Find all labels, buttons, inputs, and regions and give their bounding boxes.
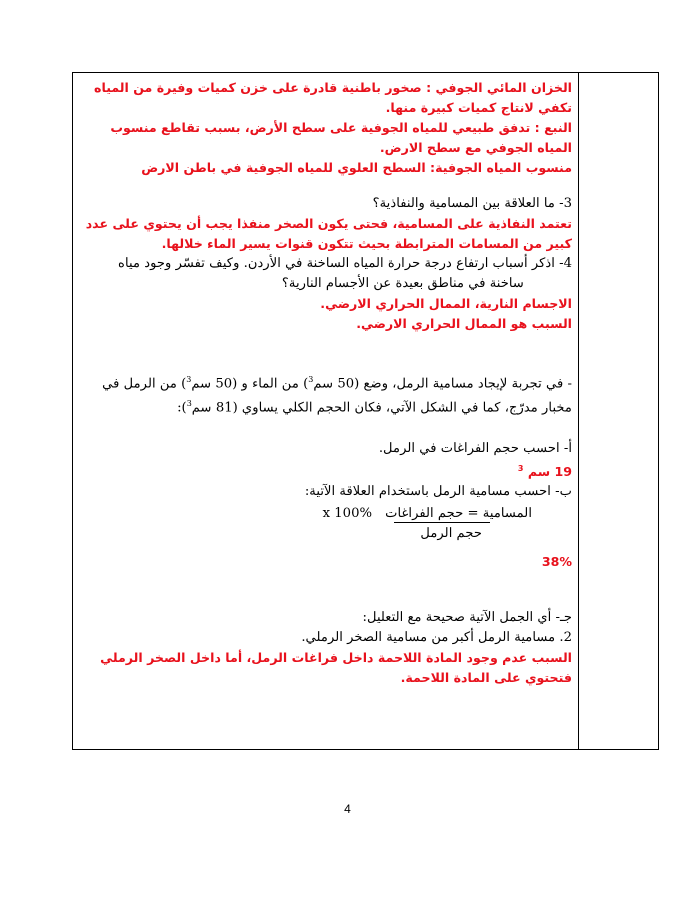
experiment-description: - في تجربة لإيجاد مسامية الرمل، وضع (50 سم$^3$) من الماء و (50 سم$^3$) من الرمل في مخبار مدرّج، كما في الشكل الآتي، فكان الحجم الكلي يساوي (81 سم$^3$): <box>102 375 572 416</box>
answer-b: 38% <box>541 553 572 569</box>
porosity-formula <box>78 504 572 546</box>
answer-4-line-1: الاجسام النارية، الممال الحراري الارضي. <box>320 296 572 311</box>
spring-definition: النبع : تدفق طبيعي للمياه الجوفية على سطح الأرض، بسبب تقاطع منسوب المياه الجوفي مع سطح الارض. <box>110 120 572 155</box>
question-4-line-2: ساخنة في مناطق بعيدة عن الأجسام النارية؟ <box>281 276 524 291</box>
aquifer-definition: الخزان المائي الجوفي : صخور باطنية قادرة على خزن كميات وفيرة من المياه تكفي لانتاج كميات كبيرة منها. <box>94 80 572 115</box>
question-a: أ- احسب حجم الفراغات في الرمل. <box>378 440 572 456</box>
answer-cell <box>78 78 572 688</box>
answer-3: تعتمد النفاذية على المسامية، فحتى يكون الصخر منفذا يجب أن يحتوي على عدد كبير من المسامات المترابطة بحيث تتكون قنوات يسير الماء خلالها. <box>85 216 572 251</box>
answer-4-line-2: السبب هو الممال الحراري الارضي. <box>356 316 572 331</box>
formula-multiplier: x 100% <box>322 505 372 521</box>
question-3: 3- ما العلاقة بين المسامية والنفاذية؟ <box>372 196 572 211</box>
answer-c: السبب عدم وجود المادة اللاحمة داخل فراغات الرمل، أما داخل الصخر الرملي فتحتوي على المادة اللاحمة. <box>100 649 572 685</box>
answer-a: 19 سم $^3$ <box>517 463 572 479</box>
table-column-divider <box>578 72 579 750</box>
question-c: جـ- أي الجمل الآتية صحيحة مع التعليل: <box>362 609 572 625</box>
question-4-line-1: 4- اذكر أسباب ارتفاع درجة حرارة المياه الساخنة في الأردن. وكيف تفسّر وجود مياه <box>118 256 572 271</box>
water-table-definition: منسوب المياه الجوفية: السطح العلوي للمياه الجوفية في باطن الارض <box>141 160 572 175</box>
question-b: ب- احسب مسامية الرمل باستخدام العلاقة الآتية: <box>304 483 572 499</box>
formula-denominator: حجم الرمل <box>420 525 482 541</box>
statement-2: 2. مسامية الرمل أكبر من مسامية الصخر الرملي. <box>301 629 572 645</box>
page-number: 4 <box>344 802 351 816</box>
formula-numerator: المسامية = حجم الفراغات <box>385 505 532 521</box>
fraction-bar <box>394 522 490 523</box>
